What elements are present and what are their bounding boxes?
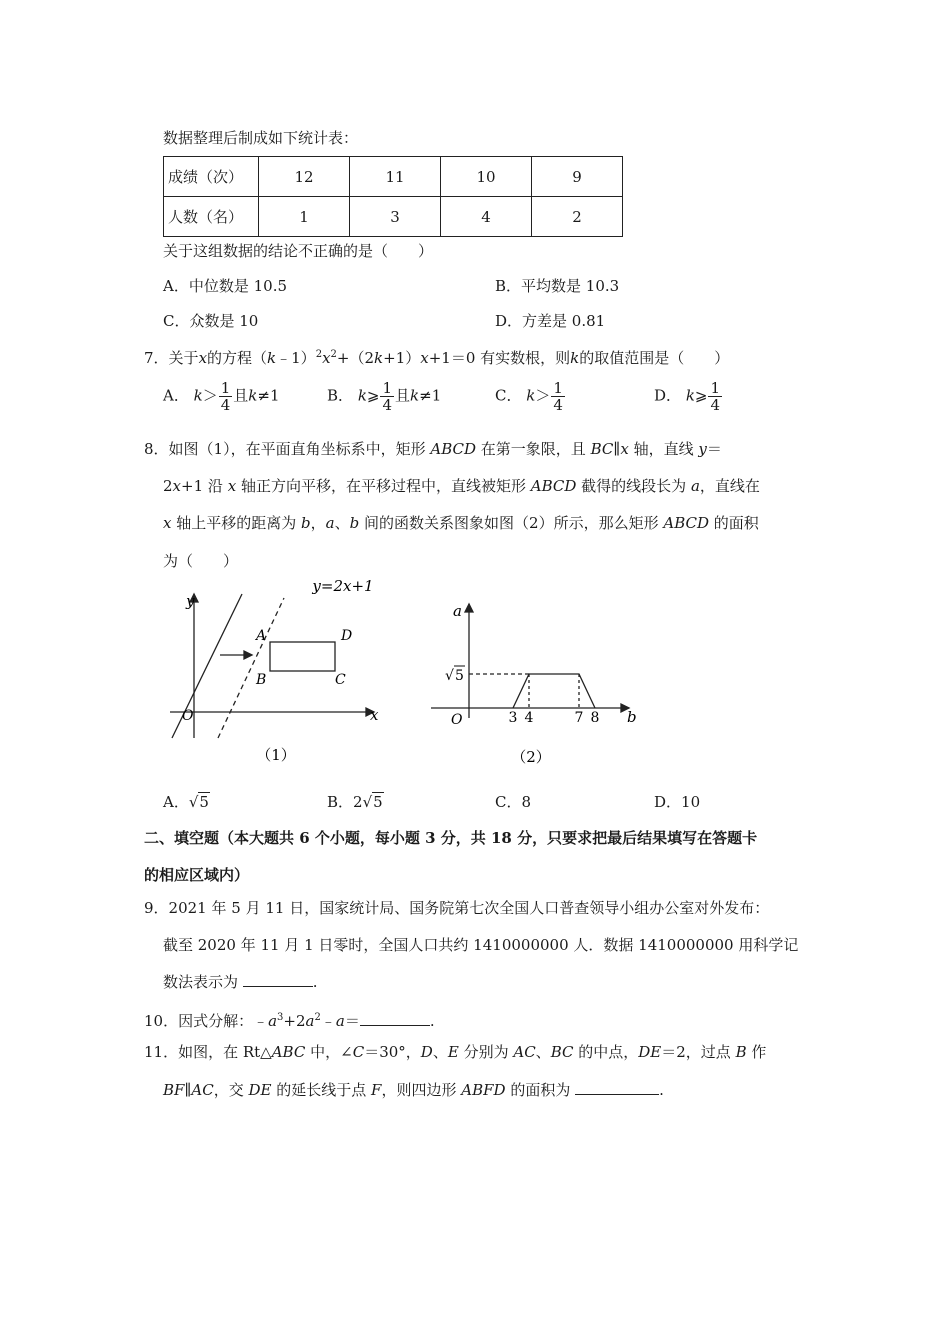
answer-blank [360,1011,430,1026]
b-axis-label: b [627,708,637,726]
figure-2-caption: （2） [511,748,551,766]
a-axis-label: a [453,602,462,620]
table-cell: 2 [532,197,623,237]
q7-option-d: D． k⩾ $\frac{1}{4}$ [654,379,721,414]
section-heading: 二、填空题（本大题共 6 个小题，每小题 3 分，共 18 分，只要求把最后结果填写在答题卡 [144,829,758,847]
q6-stem: 关于这组数据的结论不正确的是（ ） [163,242,434,260]
table-cell: 人数（名） [164,197,259,237]
q11-line2: BF∥AC，交 DE 的延长线于点 F，则四边形 ABFD 的面积为 . [163,1081,664,1099]
q11-line1: 11．如图，在 Rt△ABC 中，∠C＝30°，D、E 分别为 AC、BC 的中点，DE＝2，过点 B 作 [144,1043,767,1061]
section-heading-cont: 的相应区域内） [144,866,250,884]
point-a-label: A [256,628,267,644]
q6-option-d: D．方差是 0.81 [495,312,606,330]
q10-text: 10．因式分解：$﹣a^3+2a^2﹣a=$ . [144,1012,435,1030]
table-row [164,157,623,197]
tick-label-8: 8 [590,710,600,726]
q6-option-b: B．平均数是 10.3 [495,277,620,295]
table-cell: 9 [532,157,623,197]
q8-line4: 为（ ） [163,552,239,570]
q8-figure-1 [160,580,390,770]
q8-line2: 2x+1 沿 x 轴正方向平移，在平移过程中，直线被矩形 ABCD 截得的线段长为 a，直线在 [163,477,760,495]
rectangle-abcd [270,642,335,671]
x-axis-label: x [370,706,379,724]
y-axis-label: y [186,592,195,610]
tick-label-4: 4 [524,710,534,726]
table-cell: 10 [441,157,532,197]
point-d-label: D [341,628,353,644]
table-cell: 3 [350,197,441,237]
origin-label: O [451,712,463,728]
table-cell: 成绩（次） [164,157,259,197]
q8-line3: x 轴上平移的距离为 b，a、b 间的函数关系图象如图（2）所示，那么矩形 ABCD 的面积 [163,514,759,532]
table-cell: 1 [259,197,350,237]
line-equation-label: y=2x+1 [312,580,374,595]
table-row [164,197,623,237]
q9-line1: 9．2021 年 5 月 11 日，国家统计局、国务院第七次全国人口普查领导小组办公室对外发布： [144,899,770,917]
svg-text:5: 5 [455,668,464,684]
tick-label-7: 7 [574,710,584,726]
intro-text: 数据整理后制成如下统计表： [163,129,359,147]
line-shifted [218,598,284,738]
answer-blank [575,1080,659,1095]
q7-option-a: A． k＞ $\frac{1}{4}$ 且k≠1 [163,379,280,414]
sqrt-sign: √ [445,668,454,684]
stats-table [163,156,623,237]
point-c-label: C [335,672,346,688]
q8-option-c: C．8 [495,793,532,811]
q9-line3: 数法表示为 . [163,973,318,991]
tick-label-3: 3 [508,710,518,726]
sqrt5-label [445,666,465,684]
q7-stem: 7．关于x的方程$(k﹣1)^2x^2+(2k+1)x+1=0$ 有实数根，则k的取值范围是（ ） [144,349,730,367]
q7-option-b: B． k⩾ $\frac{1}{4}$ 且k≠1 [327,379,442,414]
q9-line2: 截至 2020 年 11 月 1 日零时，全国人口共约 1410000000 人．数据 1410000000 用科学记 [163,936,799,954]
shift-arrow-head [244,651,252,659]
q8-option-b: B．2√5 [327,793,383,811]
graph-line [513,674,595,708]
point-b-label: B [256,672,267,688]
table-cell: 4 [441,197,532,237]
q8-figure-2 [425,596,645,774]
answer-blank [243,972,313,987]
a-axis-arrow [465,604,473,612]
table-cell: 12 [259,157,350,197]
q8-option-d: D．10 [654,793,701,811]
q8-option-a: A．√5 [163,793,209,811]
q6-option-a: A．中位数是 10.5 [163,277,287,295]
figure-1-caption: （1） [256,746,296,764]
q8-line1: 8．如图（1），在平面直角坐标系中，矩形 ABCD 在第一象限，且 BC∥x 轴，直线 y＝ [144,440,722,458]
origin-label: O [182,708,194,724]
q7-option-c: C． k＞ $\frac{1}{4}$ [495,379,563,414]
table-cell: 11 [350,157,441,197]
q6-option-c: C．众数是 10 [163,312,259,330]
